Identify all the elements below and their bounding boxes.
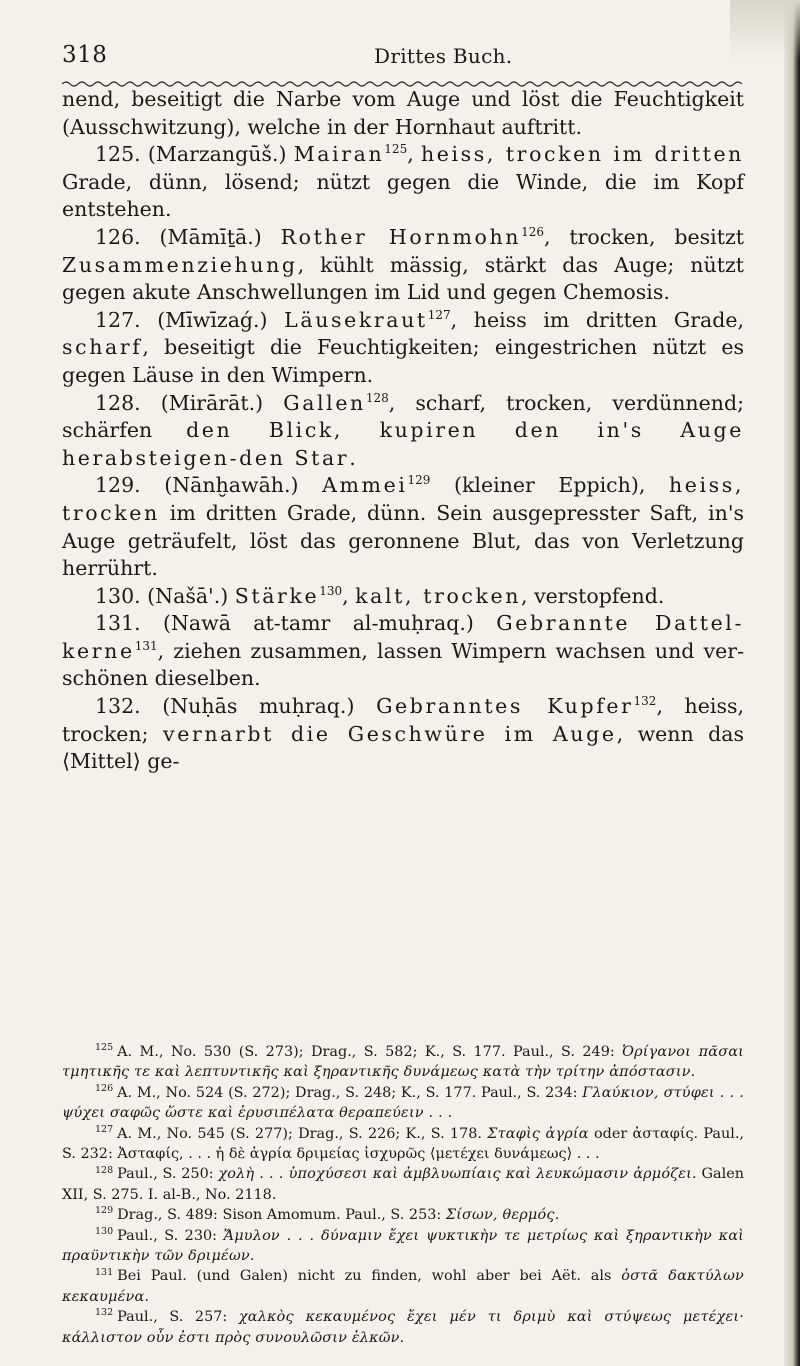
footnote-ref: 127 [427, 307, 451, 322]
entry-term: Stärke [234, 583, 320, 608]
main-text [62, 86, 744, 776]
running-head: Drittes Buch. [374, 44, 513, 68]
entry-126: 126. (Māmīṯā.) Rother Hornmohn$^{126}$, trocken, besitzt Zusammenziehung, kühlt mässig, stärkt das Auge; nützt gegen akute Anschwellungen im Lid und gegen Chemosis. [62, 224, 745, 305]
footnote-ref: 128 [365, 390, 389, 405]
footnote: $^{132}$ Paul., S. 257: χαλκὸς κεκαυμένος ἔχει μέν τι δριμὺ καὶ στύψεως μετέχει· κάλλιστον οὖν ἐστι πρὸς συνουλῶσιν ἑλκῶν. [62, 1307, 744, 1346]
footnote-ref: 125 [384, 142, 408, 157]
footnote-ref: 129 [407, 473, 431, 488]
footnote-ref: 126 [521, 225, 544, 240]
footnote: $^{130}$ Paul., S. 230: Ἄμυλον . . . δύναμιν ἔχει ψυκτικὴν τε μετρίως καὶ ξηραντικὴν καὶ πραϋντικὴν τῶν δριμέων. [62, 1225, 744, 1265]
footnote-ref: 130 [319, 583, 343, 598]
footnotes [62, 1042, 744, 1348]
entry-127: 127. (Mīwīzaǵ.) Läusekraut$^{127}$, heiss im dritten Grade, scharf, beseitigt die Feuchtigkeiten; eingestrichen nützt es gegen Läuse in den Wimpern. [62, 307, 744, 387]
footnote: $^{128}$ Paul., S. 250: χολὴ . . . ὑποχύσεσι καὶ ἀμβλυωπίαις καὶ λευκώμασιν ἁρμόζει. Galen XII, S. 275. I. al-B., No. 2118. [62, 1164, 744, 1203]
entry-term: Ammei [322, 473, 408, 498]
entry-term: Gebranntes Kupfer [376, 694, 634, 719]
footnote: $^{126}$ A. M., No. 524 (S. 272); Drag., S. 248; K., S. 177. Paul., S. 234: Γλαύκιον, στύφει . . . ψύχει σαφῶς ὥστε καὶ ἐρυσιπέλατα θεραπεύειν . . . [62, 1083, 744, 1122]
entry-term: Gebrannte Dattel-kerne [62, 611, 744, 663]
entry-129: 129. (Nānḫawāh.) Ammei$^{129}$ (kleiner Eppich), heiss, trocken im dritten Grade, dünn. Sein ausgepresster Saft, in's Auge geträufelt, löst das geronnene Blut, das von Verletzung herrührt. [62, 473, 744, 581]
entry-130: 130. (Našā'.) Stärke$^{130}$, kalt, trocken, verstopfend. [95, 583, 665, 608]
entry-term: Gallen [283, 390, 366, 415]
entry-term: Rother Hornmohn [280, 224, 522, 249]
paragraph-continuation: nend, beseitigt die Narbe vom Auge und löst die Feuchtigkeit (Ausschwitzung), welche in der Hornhaut auftritt. [62, 87, 744, 139]
footnote: $^{129}$ Drag., S. 489: Sison Amomum. Paul., S. 253: Σίσων, θερμός. [95, 1205, 560, 1224]
page-number: 318 [62, 42, 108, 68]
entry-term: Läusekraut [284, 307, 428, 332]
page-header [62, 42, 742, 76]
footnote-ref: 131 [134, 639, 158, 654]
scan-page-edge [784, 0, 800, 1366]
footnote-ref: 132 [633, 694, 657, 709]
entry-131: 131. (Nawā at-tamr al-muḥraq.) Gebrannte Dattel-kerne$^{131}$, ziehen zusammen, lassen Wimpern wachsen und ver-schönen dieselben. [62, 611, 744, 691]
entry-term: Mairan [293, 142, 385, 167]
entry-128: 128. (Mirārāt.) Gallen$^{128}$, scharf, trocken, verdünnend; schärfen den Blick, kupiren den in's Auge herabsteigen-den Star. [62, 390, 744, 470]
entry-132: 132. (Nuḥās muḥraq.) Gebranntes Kupfer$^{132}$, heiss, trocken; vernarbt die Geschwüre im Auge, wenn das ⟨Mittel⟩ ge- [62, 694, 745, 774]
entry-125: 125. (Marzangūš.) Mairan$^{125}$, heiss, trocken im dritten Grade, dünn, lösend; nützt gegen die Winde, die im Kopf entstehen. [62, 142, 744, 222]
footnote: $^{127}$ A. M., No. 545 (S. 277); Drag., S. 226; K., S. 178. Σταφὶς ἀγρία oder ἀσταφίς. Paul., S. 232: Ἀσταφίς, . . . ἡ δὲ ἀγρία δριμείας ἰσχυρῶς ⟨μετέχει δυνάμεως⟩ . . . [62, 1123, 745, 1163]
footnote: $^{125}$ A. M., No. 530 (S. 273); Drag., S. 582; K., S. 177. Paul., S. 249: Ὀρίγανοι πᾶσαι τμητικῆς τε καὶ λεπτυντικῆς καὶ ξηραντικῆς δυνάμεως κατὰ τὴν τρίτην ἀπόστασιν. [62, 1042, 744, 1081]
footnote: $^{131}$ Bei Paul. (und Galen) nicht zu finden, wohl aber bei Aët. als ὀστᾶ δακτύλων κεκαυμένα. [62, 1266, 744, 1305]
